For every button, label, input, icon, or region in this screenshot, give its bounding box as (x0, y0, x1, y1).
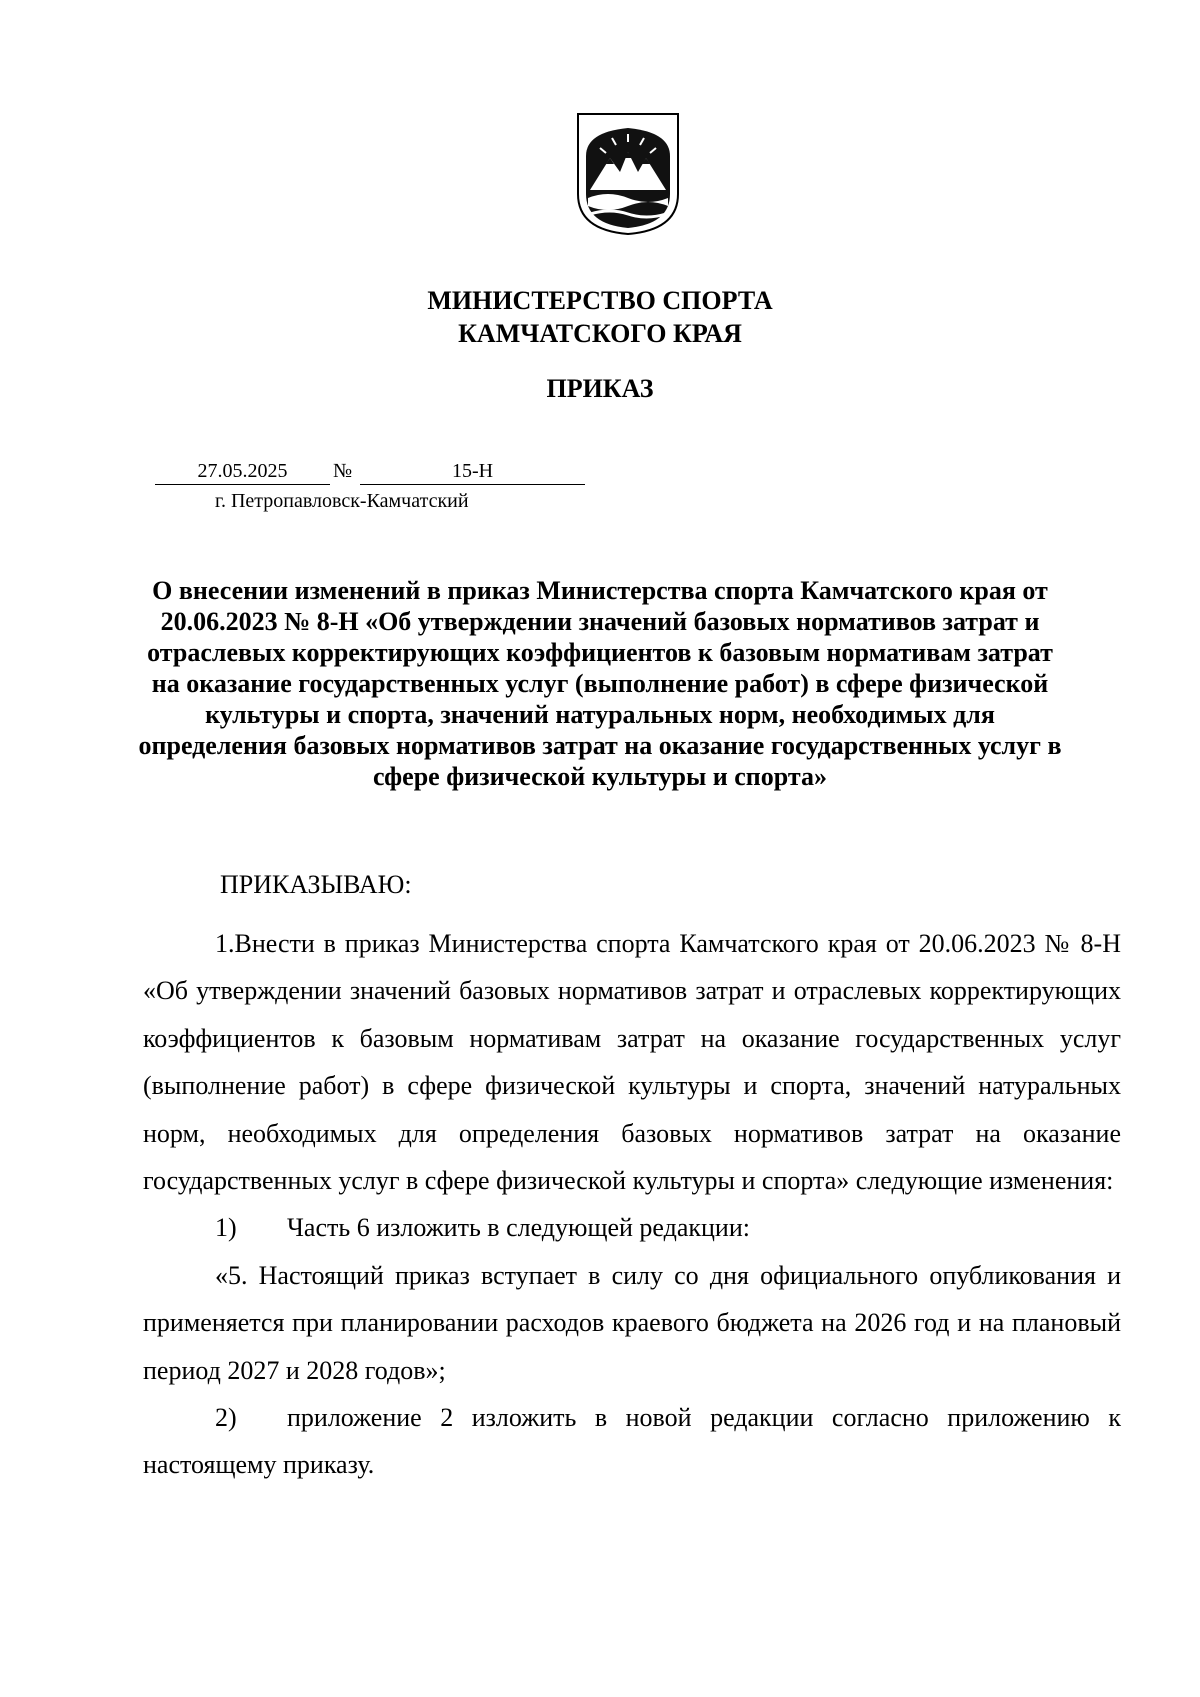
order-date: 27.05.2025 (155, 460, 330, 485)
list-item-1 (143, 1204, 1121, 1251)
document-type-title: ПРИКАЗ (546, 374, 654, 403)
list-item-1-marker: 1) (215, 1213, 237, 1243)
list-item-1-text: Часть 6 изложить в следующей редакции: (287, 1213, 750, 1243)
city-name: г. Петропавловск-Камчатский (215, 490, 469, 512)
number-sign: № (333, 460, 353, 482)
date-number-line (155, 460, 585, 486)
list-item-2 (143, 1394, 1121, 1489)
ministry-name (0, 284, 1200, 350)
list-item-2-marker: 2) (215, 1403, 237, 1433)
ministry-line-1: МИНИСТЕРСТВО СПОРТА (427, 286, 773, 315)
quoted-amendment: «5. Настоящий приказ вступает в силу со дня официального опубликования и применяется при планировании расходов краевого бюджета на 2026 год и на плановый период 2027 и 2028 годов»; (143, 1260, 1121, 1385)
kamchatka-coat-of-arms-icon (576, 112, 680, 236)
paragraph-1: 1.Внести в приказ Министерства спорта Камчатского края от 20.06.2023 № 8-Н «Об утверждении значений базовых нормативов затрат и отраслевых корректирующих коэффициентов к базовым нормативам затрат на оказание государственных услуг (выполнение работ) в сфере физической культуры и спорта, значений натуральных норм, необходимых для определения базовых нормативов затрат на оказание государственных услуг в сфере физической культуры и спорта» следующие изменения: (143, 929, 1121, 1196)
order-subject: О внесении изменений в приказ Министерства спорта Камчатского края от 20.06.2023 № 8-Н «Об утверждении значений базовых нормативов затрат и отраслевых корректирующих коэффициентов к базовым нормативам затрат на оказание государственных услуг (выполнение работ) в сфере физической культуры и спорта, значений натуральных норм, необходимых для определения базовых нормативов затрат на оказание государственных услуг в сфере физической культуры и спорта» (138, 576, 1062, 791)
orders-heading: ПРИКАЗЫВАЮ: (220, 870, 412, 899)
list-item-2-text: приложение 2 изложить в новой редакции согласно приложению к настоящему приказу. (143, 1403, 1121, 1480)
order-body (143, 920, 1121, 1489)
ministry-line-2: КАМЧАТСКОГО КРАЯ (458, 319, 742, 348)
order-number: 15-Н (360, 460, 585, 485)
